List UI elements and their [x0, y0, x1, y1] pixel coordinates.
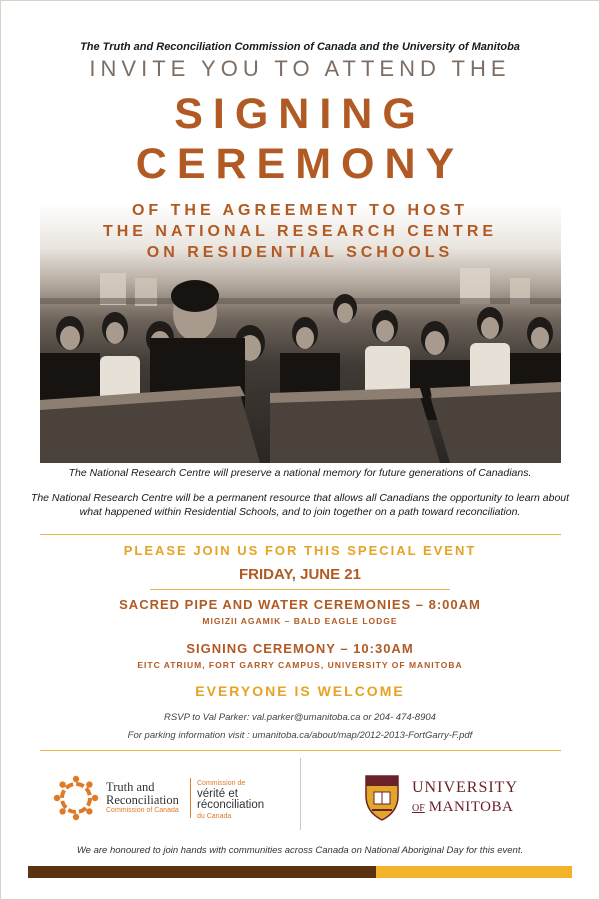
host-organizations: The Truth and Reconciliation Commission of Canada and the University of Manitoba	[80, 41, 520, 53]
parking-info: For parking information visit : umanitoba.ca/about/map/2012-2013-FortGarry-F.pdf	[127, 730, 473, 741]
footer-bar-gold	[376, 866, 572, 878]
trc-en-line: Reconciliation	[106, 793, 179, 807]
subtitle-line: THE NATIONAL RESEARCH CENTRE	[102, 223, 498, 240]
title-ceremony: CEREMONY	[135, 140, 465, 188]
trc-fr-small: Commission de	[197, 780, 246, 787]
event-item-title: SIGNING CEREMONY – 10:30AM	[186, 641, 414, 656]
description-memory: The National Research Centre will preserve a national memory for future generations of Canadians.	[68, 467, 532, 479]
agreement-subtitle	[0, 200, 600, 263]
footer-note: We are honoured to join hands with communities across Canada on National Aboriginal Day for this event.	[76, 845, 524, 856]
event-item-location: EITC ATRIUM, FORT GARRY CAMPUS, UNIVERSITY OF MANITOBA	[137, 660, 463, 670]
trc-fr-line: vérité et	[197, 788, 238, 800]
rsvp-info: RSVP to Val Parker: val.parker@umanitoba.ca or 204- 474-8904	[164, 712, 436, 723]
divider-bottom	[40, 750, 561, 751]
um-name-of: OF	[412, 803, 425, 814]
subtitle-line: ON RESIDENTIAL SCHOOLS	[146, 244, 454, 261]
trc-en-line: Truth and	[106, 780, 155, 794]
welcome-heading: EVERYONE IS WELCOME	[195, 683, 405, 699]
title-signing: SIGNING	[174, 90, 426, 138]
um-name	[412, 778, 518, 818]
invite-line: INVITE YOU TO ATTEND THE	[89, 56, 511, 81]
trc-name-french	[197, 778, 264, 822]
divider-top	[40, 534, 561, 535]
event-item-title: SACRED PIPE AND WATER CEREMONIES – 8:00AM	[119, 597, 481, 612]
subtitle-line: OF THE AGREEMENT TO HOST	[131, 202, 468, 219]
event-item-location: MIGIZII AGAMIK – BALD EAGLE LODGE	[202, 616, 398, 626]
divider-date	[150, 589, 450, 590]
description-resource: The National Research Centre will be a permanent resource that allows all Canadians the opportunity to learn about what happened within Residential Schools, and to join together on a path toward reconciliation.	[30, 492, 570, 518]
trc-fr-line: réconciliation	[197, 799, 265, 811]
event-date: FRIDAY, JUNE 21	[239, 566, 361, 583]
trc-fr-small: du Canada	[197, 813, 232, 820]
footer-bar-brown	[28, 866, 376, 878]
um-name-line: UNIVERSITY	[412, 779, 518, 796]
um-name-line: MANITOBA	[428, 799, 514, 815]
university-crest-icon	[362, 770, 402, 822]
trc-name-english	[106, 781, 179, 815]
trc-logo	[52, 768, 282, 828]
circle-of-figures-icon	[52, 774, 100, 822]
trc-en-small: Commission of Canada	[106, 807, 179, 814]
um-logo	[360, 766, 530, 826]
trc-separator	[190, 778, 191, 818]
logo-divider	[300, 758, 301, 830]
join-heading: PLEASE JOIN US FOR THIS SPECIAL EVENT	[123, 543, 477, 558]
